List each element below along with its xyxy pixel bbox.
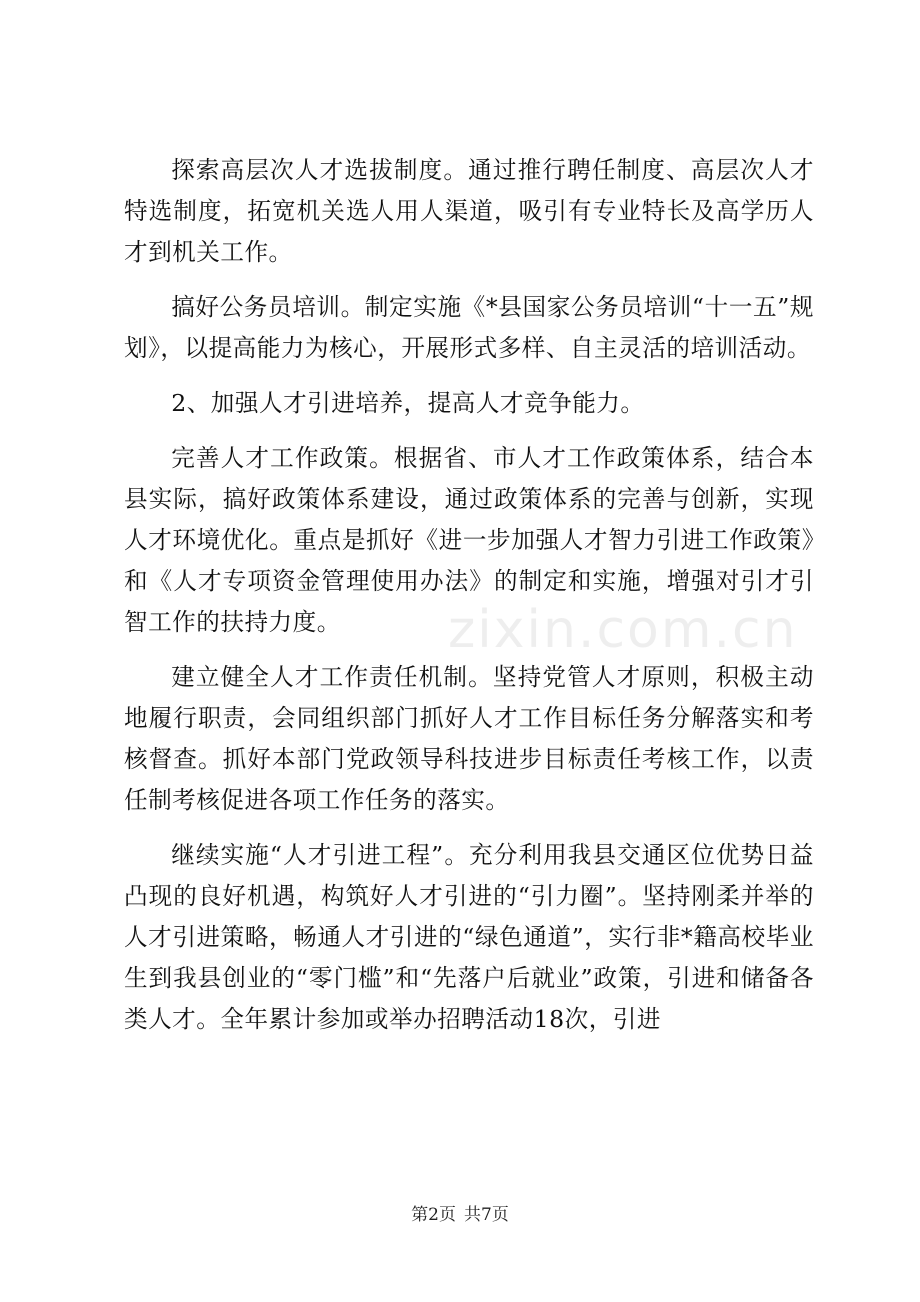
document-body [124, 150, 814, 1040]
total-pages: 共7页 [464, 1205, 509, 1225]
paragraph: 探索高层次人才选拔制度。通过推行聘任制度、高层次人才特选制度，拓宽机关选人用人渠道，吸引有专业特长及高学历人才到机关工作。 [124, 156, 814, 266]
paragraph: 完善人才工作政策。根据省、市人才工作政策体系，结合本县实际，搞好政策体系建设，通过政策体系的完善与创新，实现人才环境优化。重点是抓好《进一步加强人才智力引进工作政策》和《人才专项资金管理使用办法》的制定和实施，增强对引才引智工作的扶持力度。 [124, 444, 814, 636]
paragraph: 继续实施“人才引进工程”。充分利用我县交通区位优势日益凸现的良好机遇，构筑好人才引进的“引力圈”。坚持刚柔并举的人才引进策略，畅通人才引进的“绿色通道”，实行非*籍高校毕业生到我县创业的“零门槛”和“先落户后就业”政策，引进和储备各类人才。全年累计参加或举办招聘活动18次，引进 [124, 841, 814, 1033]
page-footer [0, 1200, 920, 1225]
current-page-number: 第2页 [411, 1205, 456, 1225]
watermark: zixin.com.cn [448, 600, 798, 660]
paragraph: 建立健全人才工作责任机制。坚持党管人才原则，积极主动地履行职责，会同组织部门抓好人才工作目标任务分解落实和考核督查。抓好本部门党政领导科技进步目标责任考核工作，以责任制考核促进各项工作任务的落实。 [124, 663, 814, 814]
paragraph: 搞好公务员培训。制定实施《*县国家公务员培训“十一五”规划》，以提高能力为核心，开展形式多样、自主灵活的培训活动。 [124, 293, 814, 362]
paragraph-heading: 2、加强人才引进培养，提高人才竞争能力。 [171, 389, 645, 417]
